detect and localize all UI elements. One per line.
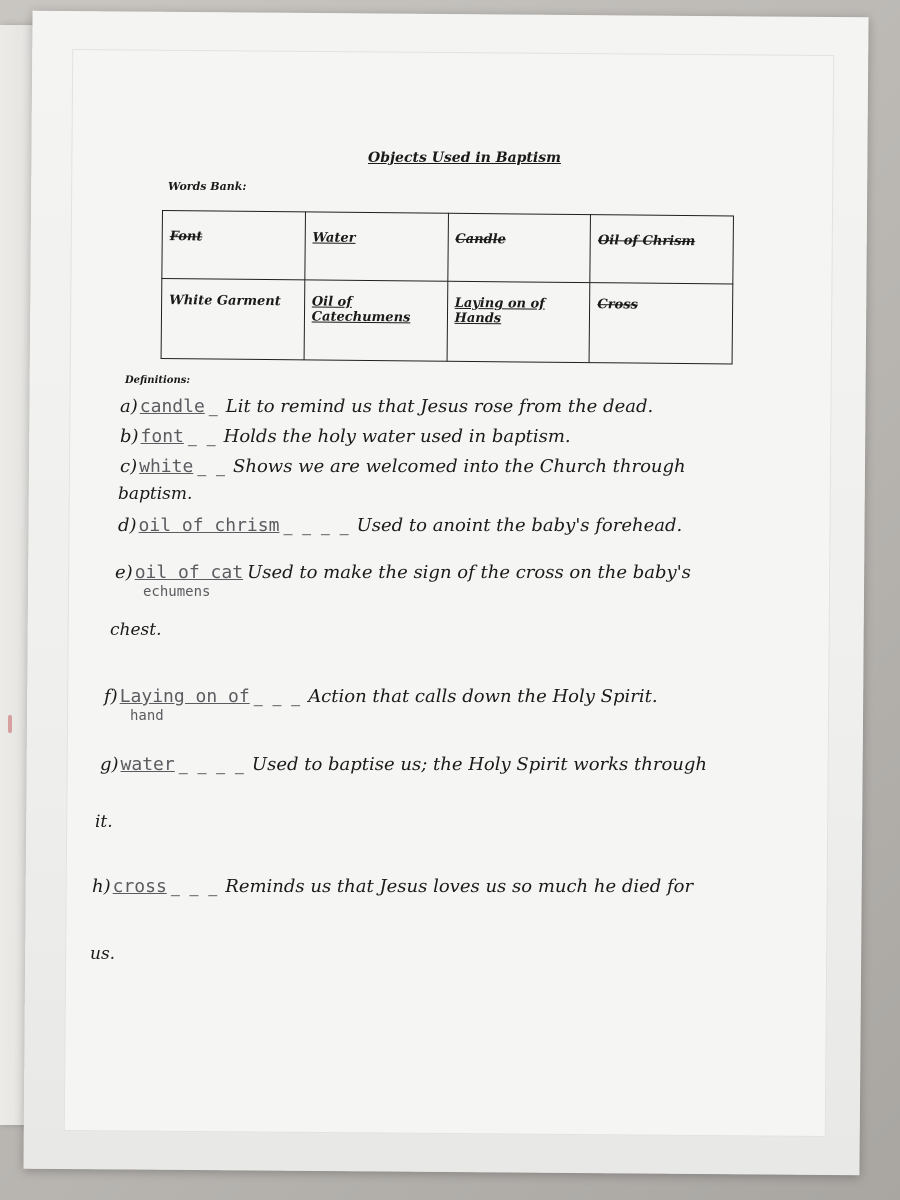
definition-line — [120, 426, 571, 447]
definition-letter: a) — [120, 396, 138, 417]
definition-line — [100, 754, 707, 775]
words-bank-table — [161, 210, 734, 364]
definition-text: Action that calls down the Holy Spirit. — [308, 686, 658, 707]
word-candle: Candle — [455, 231, 506, 248]
definition-continuation: baptism. — [118, 484, 193, 504]
answer-blank: _ _ — [187, 426, 218, 447]
page-title: Objects Used in Baptism — [368, 150, 561, 166]
words-bank-row — [162, 211, 734, 284]
handwritten-answer: candle — [139, 396, 205, 417]
definition-letter: b) — [120, 426, 139, 447]
word-cell — [590, 215, 733, 284]
definition-continuation: chest. — [110, 620, 162, 640]
definition-continuation: it. — [95, 812, 113, 832]
definition-letter: c) — [120, 456, 138, 477]
page-mark — [8, 715, 12, 733]
definition-text: Reminds us that Jesus loves us so much he died for — [225, 876, 694, 897]
word-cell — [447, 281, 590, 362]
handwritten-answer: cross — [112, 876, 167, 897]
word-oil-of-catechumens: Oil of Catechumens — [311, 294, 411, 326]
word-cell — [305, 212, 449, 281]
definition-letter: f) — [104, 686, 118, 707]
definition-text: Shows we are welcomed into the Church through — [233, 456, 686, 477]
definition-text: Used to baptise us; the Holy Spirit works through — [251, 754, 707, 775]
handwritten-answer-extra: echumens — [143, 584, 211, 600]
words-bank-label: Words Bank: — [168, 180, 247, 193]
handwritten-answer: water — [120, 754, 175, 775]
definitions-label: Definitions: — [125, 375, 191, 386]
word-water: Water — [312, 230, 356, 246]
definition-line — [118, 515, 682, 536]
word-cell — [304, 280, 448, 361]
handwritten-answer: oil of chrism — [138, 515, 280, 536]
answer-blank: _ _ _ — [253, 686, 303, 707]
handwritten-answer: white — [139, 456, 194, 477]
definition-text: Lit to remind us that Jesus rose from the dead. — [225, 396, 654, 417]
definition-text: Used to make the sign of the cross on the baby's — [247, 562, 691, 583]
definition-line — [92, 876, 693, 897]
words-bank-row — [161, 279, 733, 364]
definition-letter: h) — [92, 876, 111, 897]
word-cell — [162, 211, 305, 280]
answer-blank: _ _ _ _ — [283, 515, 351, 536]
definition-letter: g) — [100, 754, 119, 775]
definition-letter: e) — [115, 562, 133, 583]
word-laying-on-of-hands: Laying on of Hands — [454, 295, 545, 327]
definition-line — [115, 562, 691, 583]
handwritten-answer: font — [140, 426, 184, 447]
handwritten-answer: Laying on of — [119, 686, 250, 707]
definition-letter: d) — [118, 515, 137, 536]
answer-blank: _ _ _ — [170, 876, 220, 897]
definition-text: Used to anoint the baby's forehead. — [356, 515, 683, 536]
definition-continuation: us. — [90, 944, 116, 964]
handwritten-answer: oil of cat — [134, 562, 244, 583]
word-cross: Cross — [597, 297, 638, 313]
handwritten-answer-extra: hand — [130, 708, 164, 724]
word-oil-of-chrism: Oil of Chrism — [597, 233, 696, 250]
word-font: Font — [169, 229, 203, 245]
definition-line — [120, 456, 686, 477]
word-cell — [447, 213, 590, 282]
word-cell — [161, 279, 304, 360]
word-cell — [589, 283, 732, 364]
answer-blank: _ — [208, 396, 220, 417]
answer-blank: _ _ _ _ — [178, 754, 246, 775]
word-white-garment: White Garment — [169, 293, 281, 310]
answer-blank: _ _ — [197, 456, 228, 477]
definition-line — [104, 686, 658, 707]
definition-text: Holds the holy water used in baptism. — [223, 426, 571, 447]
definition-line — [120, 396, 653, 417]
